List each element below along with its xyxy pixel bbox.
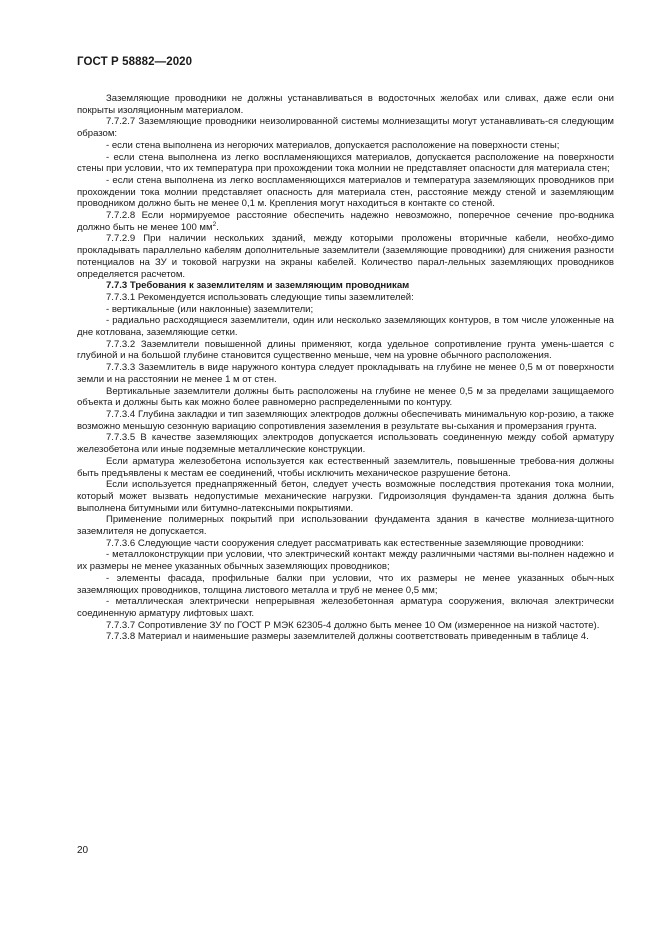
paragraph: 7.7.2.9 При наличии нескольких зданий, между которыми проложены вторичные кабели, необхо-димо прокладывать параллельно кабелям дополнительные заземлители (заземляющие проводники) для снижения разности потенциалов на ЗУ и токовой нагрузки на экраны кабелей. Количество парал-лельных заземляющих проводников определяется расчетом. — [77, 233, 614, 280]
list-item: - металлическая электрически непрерывная железобетонная арматура сооружения, включая электрически соединенную арматуру лифтовых шахт. — [77, 596, 614, 619]
list-item: - если стена выполнена из легко воспламеняющихся материалов и температура заземляющих проводников при прохождении тока молнии представляет опасность для материала стен, расстояние между стеной и заземляющим проводником должно быть не менее 0,1 м. Крепления могут находиться в контакте со стеной. — [77, 174, 614, 210]
paragraph-text: 7.7.2.8 Если нормируемое расстояние обеспечить надежно невозможно, поперечное сечение про-водника должно быть не менее 100 мм — [77, 210, 614, 233]
paragraph: 7.7.3.5 В качестве заземляющих электродов допускается использовать соединенную между собой арматуру железобетона или иные подземные металлические конструкции. — [77, 432, 614, 456]
paragraph: 7.7.3.1 Рекомендуется использовать следующие типы заземлителей: — [106, 291, 414, 303]
paragraph: 7.7.3.7 Сопротивление ЗУ по ГОСТ Р МЭК 62305-4 должно быть менее 10 Ом (измеренное на низкой частоте). — [106, 619, 600, 631]
list-item: - вертикальные (или наклонные) заземлители; — [106, 303, 314, 315]
list-item: - если стена выполнена из легко воспламеняющихся материалов, допускается расположение на поверхности стены при условии, что их температура при прохождении тока молнии не представляет опасности для материала стен; — [77, 151, 614, 175]
page-number: 20 — [77, 845, 89, 856]
paragraph: 7.7.3.2 Заземлители повышенной длины применяют, когда удельное сопротивление грунта умень-шается с глубиной и на большой глубине становится существенно меньше, чем на уровне обычного расположения. — [77, 338, 614, 362]
list-item: - элементы фасада, профильные балки при условии, что их размеры не менее указанных обыч-ных заземляющих проводников, толщина листового металла и труб не менее 0,5 мм; — [77, 572, 614, 596]
paragraph: Вертикальные заземлители должны быть расположены на глубине не менее 0,5 м за пределами защищаемого объекта и должны быть как можно более равномерно распределенными по контуру. — [77, 385, 614, 409]
paragraph: 7.7.2.7 Заземляющие проводники неизолированной системы молниезащиты могут устанавливать-ся следующим образом: — [77, 116, 614, 140]
paragraph: 7.7.3.4 Глубина закладки и тип заземляющих электродов должны обеспечивать минимальную кор-розию, а также возможно меньшую сезонную вариацию сопротивления заземления в результате вы-сыхания и промерзания грунта. — [77, 408, 614, 432]
section-heading: 7.7.3 Требования к заземлителям и заземляющим проводникам — [106, 280, 410, 292]
paragraph — [77, 210, 614, 233]
paragraph: 7.7.3.3 Заземлитель в виде наружного контура следует прокладывать на глубине не менее 0,5 м от поверхности земли и на расстоянии не менее 1 м от стен. — [77, 362, 614, 385]
paragraph: 7.7.3.6 Следующие части сооружения следует рассматривать как естественные заземляющие проводники: — [106, 537, 584, 549]
standard-designation: ГОСТ Р 58882—2020 — [77, 56, 193, 68]
superscript: 2 — [212, 220, 217, 228]
paragraph: Применение полимерных покрытий при использовании фундамента здания в качестве молниеза-щитного заземлителя не допускается. — [77, 514, 614, 538]
list-item: - если стена выполнена из негорючих материалов, допускается расположение на поверхности стены; — [106, 139, 560, 151]
paragraph: Заземляющие проводники не должны устанавливаться в водосточных желобах или сливах, даже если они покрыты изоляционным материалом. — [77, 93, 614, 116]
paragraph-tail: . — [216, 221, 219, 233]
document-body — [77, 93, 614, 643]
list-item: - металлоконструкции при условии, что электрический контакт между различными частями вы-полнен надежно и их размеры не менее указанных обычных заземляющих проводников; — [77, 549, 614, 573]
paragraph: Если используется преднапряженный бетон, следует учесть возможные последствия протекания тока молнии, который может вызвать недопустимые механические нагрузки. Гидроизоляция фундамен-та здания должна быть выполнена битумными или битумно-латексными покрытиями. — [77, 479, 614, 514]
list-item: - радиально расходящиеся заземлители, один или несколько заземляющих контуров, в том числе уложенные на дне котлована, заземляющие сетки. — [77, 315, 614, 339]
paragraph: Если арматура железобетона используется как естественный заземлитель, повышенные требова-ния должны быть предъявлены к местам ее соединений, чтобы исключить механическое разрушение бетона. — [77, 455, 614, 479]
paragraph: 7.7.3.8 Материал и наименьшие размеры заземлителей должны соответствовать приведенным в таблице 4. — [106, 631, 589, 643]
